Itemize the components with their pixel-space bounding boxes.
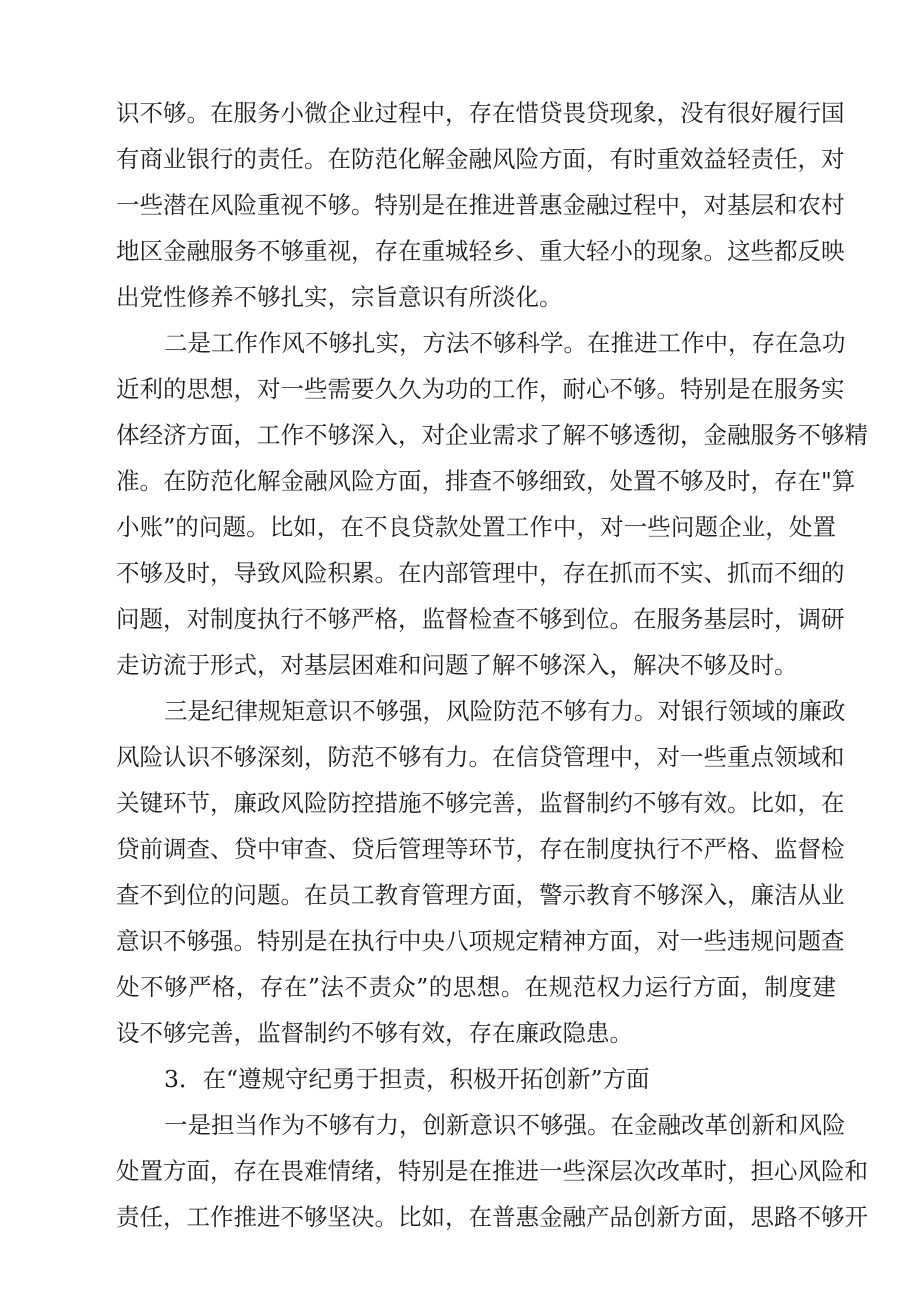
text-line: 责任，工作推进不够坚决。比如，在普惠金融产品创新方面，思路不够开 [116,1203,868,1231]
text-line: 不够及时，导致风险积累。在内部管理中，存在抓而不实、抓而不细的 [116,559,845,587]
text-line: 小账”的问题。比如，在不良贷款处置工作中，对一些问题企业，处置 [116,513,836,541]
text-line: 准。在防范化解金融风险方面，排查不够细致，处置不够及时，存在"算 [116,467,856,495]
text-line: 处置方面，存在畏难情绪，特别是在推进一些深层次改革时，担心风险和 [116,1157,868,1185]
text-line: 有商业银行的责任。在防范化解金融风险方面，有时重效益轻责任，对 [116,145,845,173]
text-line: 识不够。在服务小微企业过程中，存在惜贷畏贷现象，没有很好履行国 [116,99,845,127]
text-line: 走访流于形式，对基层困难和问题了解不够深入，解决不够及时。 [116,651,798,679]
text-line: 地区金融服务不够重视，存在重城轻乡、重大轻小的现象。这些都反映 [116,237,845,265]
text-line: 体经济方面，工作不够深入，对企业需求了解不够透彻，金融服务不够精 [116,421,868,449]
text-line: 关键环节，廉政风险防控措施不够完善，监督制约不够有效。比如，在 [116,789,845,817]
text-line: 意识不够强。特别是在执行中央八项规定精神方面，对一些违规问题查 [116,927,845,955]
section-heading: 3．在“遵规守纪勇于担责，积极开拓创新”方面 [164,1065,650,1093]
paragraph-start-line: 二是工作作风不够扎实，方法不够科学。在推进工作中，存在急功 [164,329,846,357]
text-line: 一些潜在风险重视不够。特别是在推进普惠金融过程中，对基层和农村 [116,191,845,219]
text-line: 出党性修养不够扎实，宗旨意识有所淡化。 [116,283,563,311]
text-line: 贷前调查、贷中审查、贷后管理等环节，存在制度执行不严格、监督检 [116,835,845,863]
text-line: 处不够严格，存在”法不责众”的思想。在规范权力运行方面，制度建 [116,973,836,1001]
paragraph-start-line: 三是纪律规矩意识不够强，风险防范不够有力。对银行领域的廉政 [164,697,846,725]
text-line: 问题，对制度执行不够严格，监督检查不够到位。在服务基层时，调研 [116,605,845,633]
text-line: 风险认识不够深刻，防范不够有力。在信贷管理中，对一些重点领域和 [116,743,845,771]
text-line: 近利的思想，对一些需要久久为功的工作，耐心不够。特别是在服务实 [116,375,845,403]
text-line: 设不够完善，监督制约不够有效，存在廉政隐患。 [116,1019,633,1047]
text-line: 查不到位的问题。在员工教育管理方面，警示教育不够深入，廉洁从业 [116,881,845,909]
paragraph-start-line: 一是担当作为不够有力，创新意识不够强。在金融改革创新和风险 [164,1111,846,1139]
